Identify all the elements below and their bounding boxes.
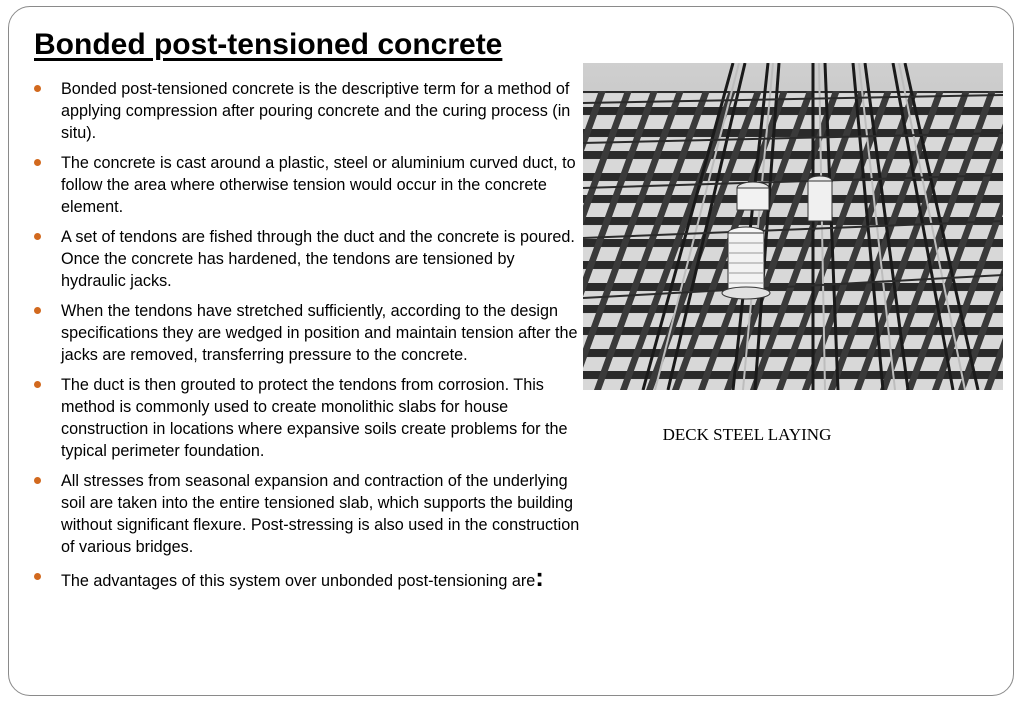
bullet-dot-icon — [34, 307, 41, 314]
bullet-item: Bonded post-tensioned concrete is the descriptive term for a method of applying compression after pouring concrete and the curing process (in situ). — [34, 78, 582, 144]
bullet-item: All stresses from seasonal expansion and contraction of the underlying soil are taken into the entire tensioned slab, which supports the building without significant flexure. Post-stressing is also used in the construction of various bridges. — [34, 470, 582, 558]
bullet-dot-icon — [34, 85, 41, 92]
deck-steel-photo — [583, 63, 1003, 390]
bullet-item-advantages: The advantages of this system over unbonded post-tensioning are: — [34, 566, 582, 596]
bullet-item: A set of tendons are fished through the duct and the concrete is poured. Once the concrete has hardened, the tendons are tensioned by hydraulic jacks. — [34, 226, 582, 292]
bullet-dot-icon — [34, 381, 41, 388]
bullet-item: When the tendons have stretched sufficiently, according to the design specifications they are wedged in position and maintain tension after the jacks are removed, transferring pressure to the concrete. — [34, 300, 582, 366]
slide-title: Bonded post-tensioned concrete — [34, 28, 503, 61]
bullet-item: The duct is then grouted to protect the tendons from corrosion. This method is commonly used to create monolithic slabs for house construction in locations where expansive soils create problems for the typical perimeter foundation. — [34, 374, 582, 462]
bullet-dot-icon — [34, 573, 41, 580]
bullet-dot-icon — [34, 233, 41, 240]
bullet-list — [34, 78, 582, 604]
bullet-item: The concrete is cast around a plastic, steel or aluminium curved duct, to follow the area where otherwise tension would occur in the concrete element. — [34, 152, 582, 218]
bullet-dot-icon — [34, 477, 41, 484]
advantages-colon: : — [535, 562, 544, 592]
photo-caption: DECK STEEL LAYING — [662, 425, 832, 444]
bullet-dot-icon — [34, 159, 41, 166]
